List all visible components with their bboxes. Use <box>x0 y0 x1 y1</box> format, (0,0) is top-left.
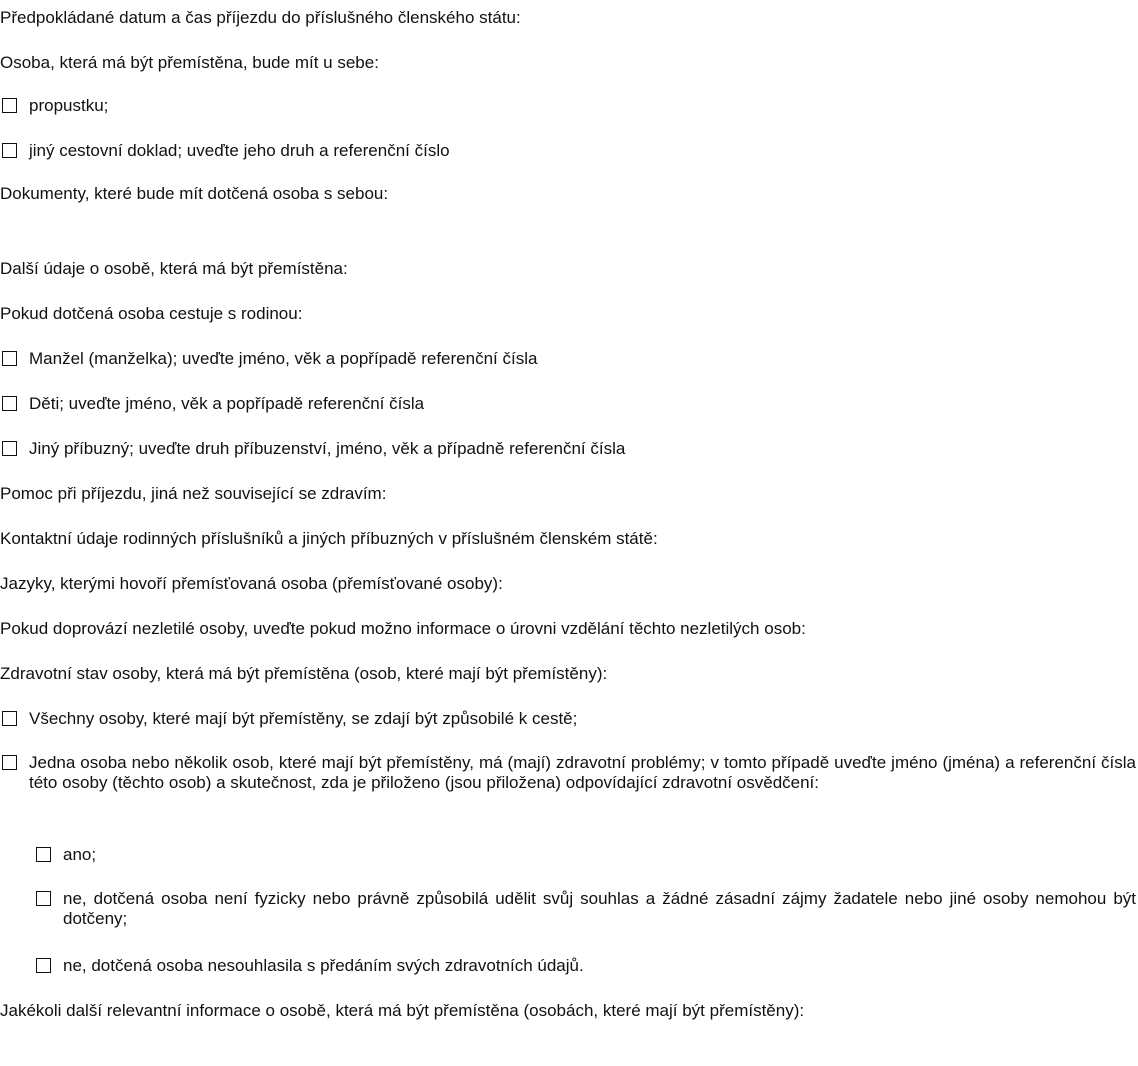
health-problems-label: Jedna osoba nebo několik osob, které mají být přemístěny, má (mají) zdravotní problémy; v tomto případě uveďte jméno (jména) a referenční čísla této osoby (těchto osob) a skutečnost, zda je přiloženo (jsou přiložena) odpovídající zdravotní osvědčení: <box>29 753 1136 792</box>
spouse-checkbox[interactable] <box>2 351 17 366</box>
permit-label: propustku; <box>29 96 109 115</box>
other-info-label: Jakékoli další relevantní informace o osobě, která má být přemístěna (osobách, které mají být přemístěny): <box>0 1001 805 1020</box>
option-permit[interactable] <box>2 96 1136 116</box>
certificate-no-consent-label: ne, dotčená osoba nesouhlasila s předáním svých zdravotních údajů. <box>63 956 584 975</box>
option-spouse[interactable] <box>2 349 1136 369</box>
family-heading: Pokud dotčená osoba cestuje s rodinou: <box>0 304 303 323</box>
other-relative-label: Jiný příbuzný; uveďte druh příbuzenství, jméno, věk a případně referenční čísla <box>29 439 626 458</box>
other-data-heading: Další údaje o osobě, která má být přemístěna: <box>0 259 348 278</box>
option-certificate-no-incapable[interactable] <box>36 889 1136 929</box>
spouse-label: Manžel (manželka); uveďte jméno, věk a popřípadě referenční čísla <box>29 349 538 368</box>
option-certificate-no-consent[interactable] <box>36 956 1136 976</box>
children-label: Děti; uveďte jméno, věk a popřípadě referenční čísla <box>29 394 425 413</box>
family-contacts-label: Kontaktní údaje rodinných příslušníků a jiných příbuzných v příslušném členském státě: <box>0 529 658 548</box>
documents-carried-label: Dokumenty, které bude mít dotčená osoba s sebou: <box>0 184 389 203</box>
option-other-relative[interactable] <box>2 439 1136 459</box>
option-other-travel-document[interactable] <box>2 141 1136 161</box>
health-problems-checkbox[interactable] <box>2 755 17 770</box>
health-heading: Zdravotní stav osoby, která má být přemístěna (osob, které mají být přemístěny): <box>0 664 608 683</box>
minors-education-label: Pokud doprovází nezletilé osoby, uveďte pokud možno informace o úrovni vzdělání těchto nezletilých osob: <box>0 619 806 638</box>
certificate-no-incapable-checkbox[interactable] <box>36 891 51 906</box>
other-travel-document-label: jiný cestovní doklad; uveďte jeho druh a referenční číslo <box>29 141 450 160</box>
fit-to-travel-checkbox[interactable] <box>2 711 17 726</box>
children-checkbox[interactable] <box>2 396 17 411</box>
documents-heading: Osoba, která má být přemístěna, bude mít u sebe: <box>0 53 379 72</box>
other-relative-checkbox[interactable] <box>2 441 17 456</box>
languages-label: Jazyky, kterými hovoří přemísťovaná osoba (přemísťované osoby): <box>0 574 503 593</box>
certificate-yes-label: ano; <box>63 845 97 864</box>
arrival-datetime-label: Předpokládané datum a čas příjezdu do příslušného členského státu: <box>0 8 521 27</box>
fit-to-travel-label: Všechny osoby, které mají být přemístěny, se zdají být způsobilé k cestě; <box>29 709 578 728</box>
certificate-yes-checkbox[interactable] <box>36 847 51 862</box>
permit-checkbox[interactable] <box>2 98 17 113</box>
certificate-no-incapable-label: ne, dotčená osoba není fyzicky nebo právně způsobilá udělit svůj souhlas a žádné zásadní zájmy žadatele nebo jiné osoby nemohou být dotčeny; <box>63 889 1136 928</box>
option-certificate-yes[interactable] <box>36 845 1136 865</box>
option-fit-to-travel[interactable] <box>2 709 1136 729</box>
option-children[interactable] <box>2 394 1136 414</box>
arrival-help-label: Pomoc při příjezdu, jiná než související se zdravím: <box>0 484 387 503</box>
option-health-problems[interactable] <box>2 753 1136 793</box>
certificate-no-consent-checkbox[interactable] <box>36 958 51 973</box>
other-travel-document-checkbox[interactable] <box>2 143 17 158</box>
